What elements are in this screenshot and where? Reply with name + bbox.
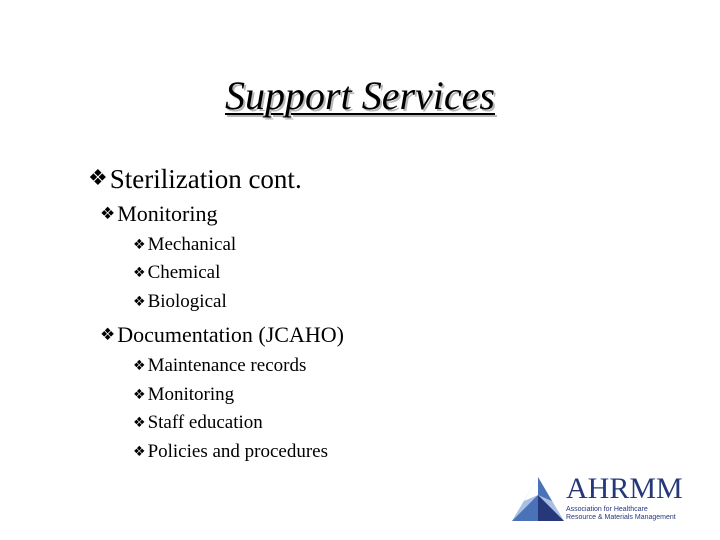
logo-subtitle-line1: Association for Healthcare — [566, 506, 648, 513]
diamond-bullet-icon: ❖ — [133, 237, 146, 253]
slide-title: Support Services — [225, 73, 495, 118]
bullet-text: Monitoring — [117, 201, 218, 226]
bullet-text: Staff education — [147, 412, 263, 433]
diamond-bullet-icon: ❖ — [133, 444, 146, 460]
bullet-text: Sterilization cont. — [109, 164, 302, 194]
diamond-bullet-icon: ❖ — [133, 265, 146, 281]
bullet-text: Chemical — [147, 262, 221, 283]
bullet-text: Monitoring — [147, 384, 235, 405]
logo-wordmark: AHRMM — [566, 472, 683, 505]
bullet-item — [133, 234, 236, 256]
bullet-item — [133, 262, 220, 284]
bullet-text: Biological — [147, 291, 227, 312]
bullet-item — [133, 291, 227, 313]
bullet-text: Policies and procedures — [147, 441, 329, 462]
bullet-item — [133, 384, 234, 406]
bullet-item — [100, 322, 344, 348]
bullet-text: Documentation (JCAHO) — [117, 322, 344, 347]
diamond-bullet-icon: ❖ — [133, 415, 146, 431]
diamond-bullet-icon: ❖ — [133, 358, 146, 374]
bullet-item — [133, 412, 263, 434]
logo-subtitle-line2: Resource & Materials Management — [566, 514, 676, 521]
diamond-bullet-icon: ❖ — [100, 325, 116, 345]
bullet-item — [133, 355, 306, 377]
ahrmm-logo — [508, 473, 698, 529]
bullet-text: Mechanical — [147, 234, 237, 255]
diamond-bullet-icon: ❖ — [133, 387, 146, 403]
mountain-logo-icon — [508, 473, 564, 529]
bullet-text: Maintenance records — [147, 355, 307, 376]
logo-subtitle — [566, 506, 676, 522]
diamond-bullet-icon: ❖ — [100, 204, 116, 224]
diamond-bullet-icon: ❖ — [88, 166, 108, 191]
bullet-item — [100, 201, 217, 227]
bullet-item — [133, 441, 328, 463]
diamond-bullet-icon: ❖ — [133, 294, 146, 310]
bullet-item — [88, 163, 302, 195]
